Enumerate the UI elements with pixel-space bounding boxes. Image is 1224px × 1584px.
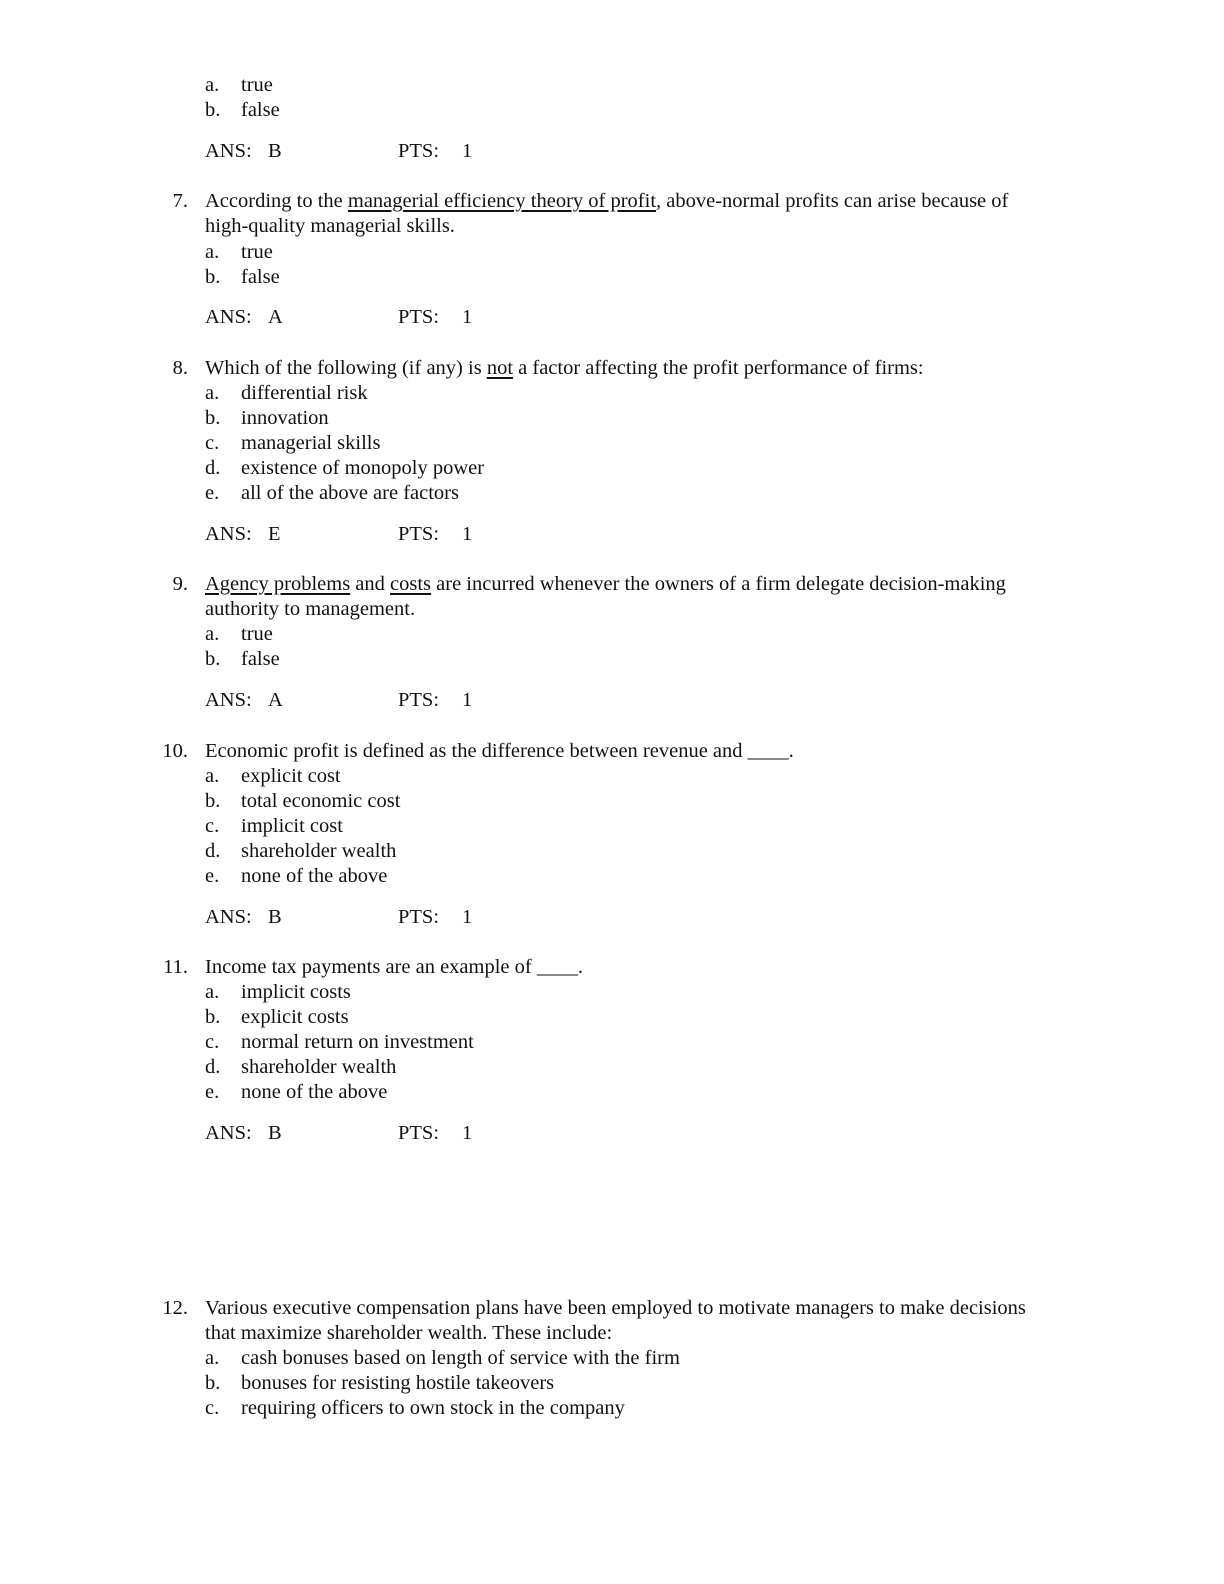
answer-value: A xyxy=(268,689,283,711)
question-number: 7. xyxy=(172,190,188,212)
points-value: 1 xyxy=(462,906,473,928)
question-number: 8. xyxy=(172,357,188,379)
underlined-term: managerial efficiency theory of profit xyxy=(347,190,657,212)
question-number: 10. xyxy=(162,740,188,762)
document-page: a. true b. false ANS: B PTS: 1 7. According to the managerial efficiency theory of profit, above-normal profits can arise because of high-quality managerial skills. a. true b. false ANS: A PTS: 1 8. Which of the following (if any) is not a factor affecting the profit performance of firms: a. differential risk b. innovation c. managerial skills d. existence of monopoly power e. all of the above are factors ANS: E PTS: 1 9. Agency problems and costs are incurred whenever the owners of a firm delegate decision-making authority to management. a. true b. false ANS: A PTS: 1 10. Economic profit is defined as the difference between revenue and ____. a. explicit cost b. total economic cost c. implicit cost d. shareholder wealth e. none of the above ANS: B PTS: 1 11. Income tax payments are an example of ____. a. implicit costs b. explicit costs c. normal return on investment d. shareholder wealth e. none of the above ANS: B PTS: 1 12. Various executive compensation plans have been employed to motivate managers to make decisions that maximize shareholder wealth. These include: a. cash bonuses based on length of service with the firm b. bonuses for resisting hostile takeovers c. requiring officers to own stock in the company xyxy=(0,0,1224,1584)
answer-value: E xyxy=(268,523,281,545)
answer-value: B xyxy=(268,906,282,928)
underlined-term: Agency problems xyxy=(205,573,351,595)
answer-value: A xyxy=(268,306,283,328)
points-value: 1 xyxy=(462,306,473,328)
question-number: 12. xyxy=(162,1297,188,1319)
underlined-term: not xyxy=(486,357,514,379)
points-value: 1 xyxy=(462,140,473,162)
points-value: 1 xyxy=(462,1122,473,1144)
points-value: 1 xyxy=(462,523,473,545)
question-number: 11. xyxy=(163,956,188,978)
points-value: 1 xyxy=(462,689,473,711)
answer-value: B xyxy=(268,140,282,162)
underlined-term: costs xyxy=(390,573,432,595)
answer-value: B xyxy=(268,1122,282,1144)
question-number: 9. xyxy=(172,573,188,595)
